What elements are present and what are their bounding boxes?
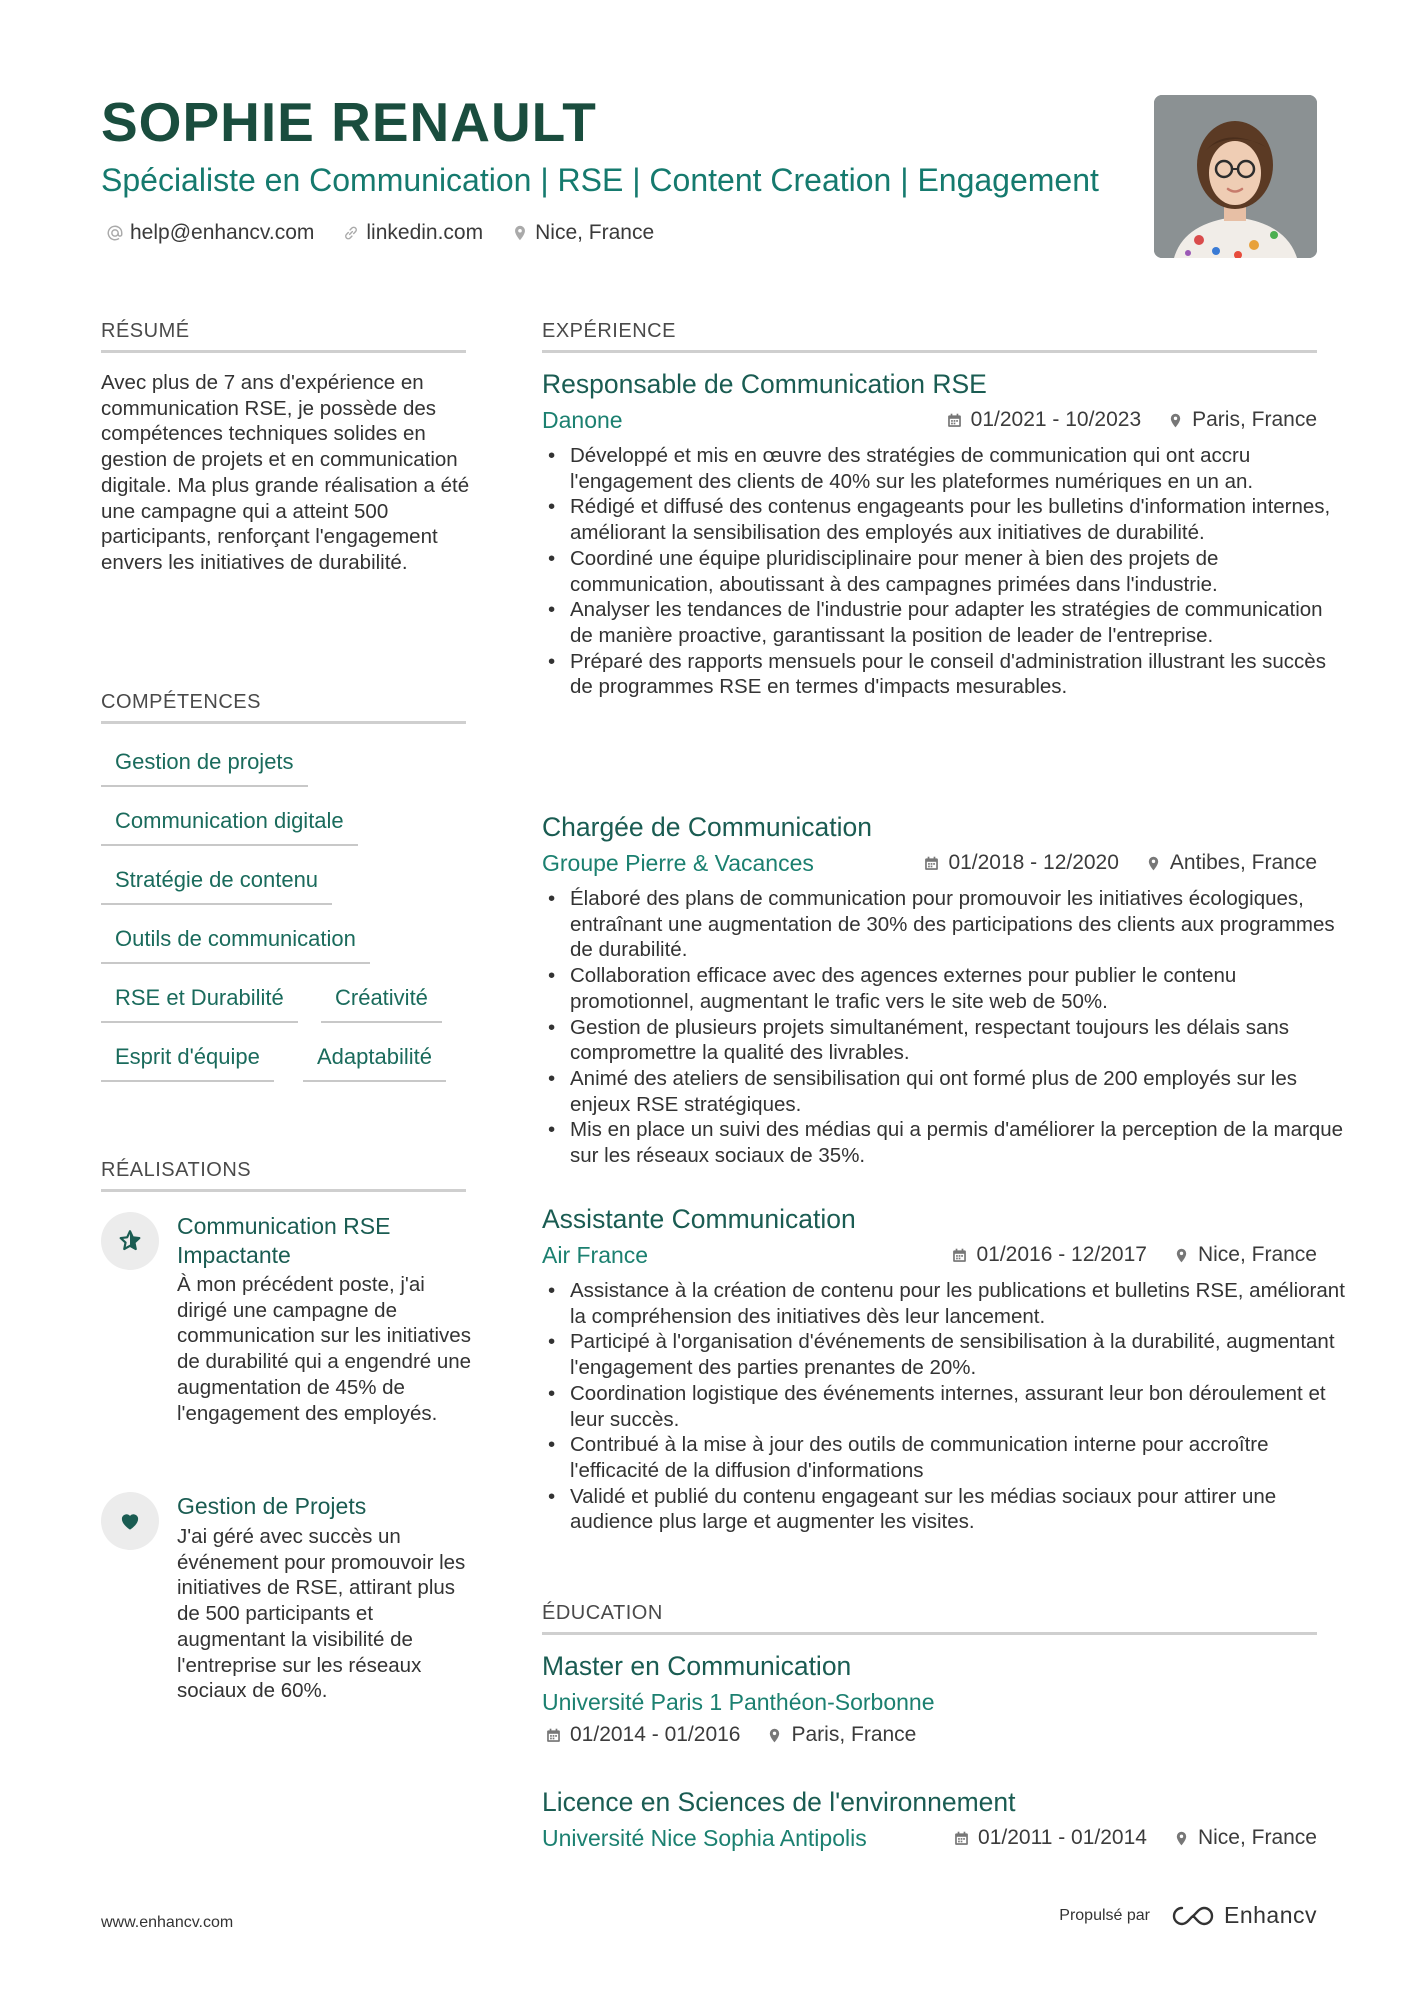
job-location-text: Paris, France [1192, 408, 1317, 431]
school-name: Université Paris 1 Panthéon-Sorbonne [542, 1689, 935, 1715]
degree-title: Master en Communication [542, 1651, 852, 1681]
education-dates-text: 01/2011 - 01/2014 [978, 1826, 1147, 1849]
job-dates-text: 01/2018 - 12/2020 [948, 851, 1119, 874]
achievement-text: J'ai géré avec succès un événement pour promouvoir les initiatives de RSE, attirant plus de 500 participants et augmentant la visibilité de l'entreprise sur les réseaux sociaux de 60%. [177, 1525, 466, 1703]
education-location-text: Paris, France [791, 1723, 917, 1746]
job-dates [923, 848, 1118, 878]
education-meta [545, 1720, 916, 1750]
job-title: Responsable de Communication RSE [542, 369, 987, 399]
job-dates [951, 1240, 1146, 1270]
job-bullet: • Coordiné une équipe pluridisciplinaire pour mener à bien des projets de communication, aboutissant à des campagnes primées dans l'industrie. [570, 546, 1345, 597]
achievement-title: Communication RSE Impactante [177, 1213, 391, 1268]
achievement-icon-circle [101, 1212, 159, 1270]
job-bullet: • Préparé des rapports mensuels pour le conseil d'administration illustrant les succès de programmes RSE en termes d'impacts mesurables. [570, 649, 1345, 700]
skill-tag: Esprit d'équipe [101, 1042, 274, 1082]
job-bullet: • Analyser les tendances de l'industrie pour adapter les stratégies de communication de manière proactive, garantissant la position de leader de l'entreprise. [570, 597, 1345, 648]
location-pin-icon [511, 224, 529, 242]
enhancv-logo-icon [1170, 1904, 1216, 1928]
job-bullet: • Animé des ateliers de sensibilisation qui ont formé plus de 200 employés sur les enjeux RSE stratégiques. [570, 1066, 1345, 1117]
job-bullet: • Collaboration efficace avec des agences externes pour publier le contenu promotionnel, augmentant le trafic vers le site web de 50%. [570, 963, 1345, 1014]
calendar-icon [946, 412, 963, 429]
skill-tag: Communication digitale [101, 806, 358, 846]
link-icon [342, 224, 360, 242]
job-bullet: • Mis en place un suivi des médias qui a permis d'améliorer la perception de la marque sur les réseaux sociaux de 35%. [570, 1117, 1345, 1168]
job-bullets [542, 443, 1345, 700]
job-meta [951, 1240, 1317, 1270]
job-dates [946, 405, 1141, 435]
job-bullet: • Participé à l'organisation d'événements de sensibilisation à la durabilité, augmentant l'engagement des parties prenantes de 20%. [570, 1329, 1345, 1380]
job-dates-text: 01/2021 - 10/2023 [970, 408, 1142, 431]
at-icon [106, 224, 124, 242]
job-dates-text: 01/2016 - 12/2017 [976, 1243, 1147, 1266]
achievement-text: À mon précédent poste, j'ai dirigé une campagne de communication sur les initiatives de durabilité qui a engendré une augmentation de 45% de l'engagement des employés. [177, 1273, 472, 1425]
job-title: Assistante Communication [542, 1204, 856, 1234]
education-location [766, 1720, 916, 1750]
summary-section-title: RÉSUMÉ [101, 318, 466, 353]
skill-tag: RSE et Durabilité [101, 983, 298, 1023]
achievement-title: Gestion de Projets [177, 1493, 367, 1519]
skill-tag: Gestion de projets [101, 747, 308, 787]
company-name: Danone [542, 407, 623, 433]
job-bullet: • Élaboré des plans de communication pour promouvoir les initiatives écologiques, entraînant une augmentation de 30% des participations des clients aux programmes de durabilité. [570, 886, 1345, 963]
linkedin-contact[interactable] [342, 218, 483, 248]
school-name: Université Nice Sophia Antipolis [542, 1825, 867, 1851]
skill-tag: Créativité [321, 983, 442, 1023]
location-pin-icon [1173, 1247, 1190, 1264]
education-location-text: Nice, France [1197, 1826, 1317, 1849]
location-pin-icon [1173, 1830, 1190, 1847]
education-section-title: ÉDUCATION [542, 1600, 1317, 1635]
footer-website[interactable]: www.enhancv.com [101, 1914, 234, 1931]
job-location [1167, 405, 1317, 435]
skill-tag: Outils de communication [101, 924, 370, 964]
calendar-icon [545, 1727, 562, 1744]
job-bullet: • Assistance à la création de contenu pour les publications et bulletins RSE, améliorant la compréhension des initiatives dès leur lancement. [570, 1278, 1345, 1329]
job-bullets [542, 886, 1345, 1169]
job-location-text: Antibes, France [1169, 851, 1317, 874]
contact-bar [106, 218, 654, 248]
headline: Spécialiste en Communication | RSE | Content Creation | Engagement [101, 162, 1099, 198]
job-location-text: Nice, France [1197, 1243, 1317, 1266]
skill-tag: Stratégie de contenu [101, 865, 332, 905]
location-pin-icon [1167, 412, 1184, 429]
education-location [1173, 1823, 1317, 1853]
location-contact [511, 218, 654, 248]
summary-text: Avec plus de 7 ans d'expérience en communication RSE, je possède des compétences techniques solides en gestion de projets et en communication digitale. Ma plus grande réalisation a été une campagne qui a atteint 500 participants, renforçant l'engagement envers les initiatives de durabilité. [101, 371, 470, 574]
candidate-name: SOPHIE RENAULT [101, 91, 597, 153]
star-icon [117, 1228, 143, 1254]
profile-photo [1154, 95, 1317, 258]
job-bullet: • Développé et mis en œuvre des stratégies de communication qui ont accru l'engagement des clients de 40% sur les plateformes numériques en un an. [570, 443, 1345, 494]
calendar-icon [953, 1830, 970, 1847]
experience-section-title: EXPÉRIENCE [542, 318, 1317, 353]
brand-logo[interactable] [1170, 1902, 1317, 1929]
skills-section-title: COMPÉTENCES [101, 689, 466, 724]
company-name: Air France [542, 1242, 649, 1268]
achievements-section-title: RÉALISATIONS [101, 1157, 466, 1192]
job-meta [946, 405, 1317, 435]
job-bullets [542, 1278, 1345, 1535]
job-location [1173, 1240, 1317, 1270]
education-meta [953, 1823, 1317, 1853]
powered-by-label: Propulsé par [1059, 1906, 1150, 1924]
linkedin-text: linkedin.com [366, 221, 484, 244]
job-bullet: • Coordination logistique des événements internes, assurant leur bon déroulement et leur succès. [570, 1381, 1345, 1432]
profile-photo-illustration [1154, 95, 1317, 258]
email-contact[interactable] [106, 218, 314, 248]
job-bullet: • Gestion de plusieurs projets simultanément, respectant toujours les délais sans compromettre la qualité des livrables. [570, 1015, 1345, 1066]
education-dates [545, 1720, 740, 1750]
calendar-icon [923, 855, 940, 872]
job-bullet: • Rédigé et diffusé des contenus engageants pour les bulletins d'information internes, améliorant la sensibilisation des employés aux initiatives de durabilité. [570, 494, 1345, 545]
degree-title: Licence en Sciences de l'environnement [542, 1787, 1016, 1817]
location-pin-icon [766, 1727, 783, 1744]
heart-icon [117, 1508, 143, 1534]
achievement-icon-circle [101, 1492, 159, 1550]
brand-name: Enhancv [1223, 1902, 1317, 1928]
job-title: Chargée de Communication [542, 812, 872, 842]
job-bullet: • Validé et publié du contenu engageant sur les médias sociaux pour attirer une audience plus large et augmenter les visites. [570, 1484, 1345, 1535]
job-location [1145, 848, 1317, 878]
skill-tag: Adaptabilité [303, 1042, 446, 1082]
location-text: Nice, France [535, 221, 655, 244]
education-dates-text: 01/2014 - 01/2016 [570, 1723, 741, 1746]
location-pin-icon [1145, 855, 1162, 872]
job-bullet: • Contribué à la mise à jour des outils de communication interne pour accroître l'efficacité de la diffusion d'informations [570, 1432, 1345, 1483]
company-name: Groupe Pierre & Vacances [542, 850, 814, 876]
job-meta [923, 848, 1317, 878]
email-text: help@enhancv.com [130, 221, 315, 244]
education-dates [953, 1823, 1147, 1853]
footer-branding [1059, 1902, 1317, 1929]
calendar-icon [951, 1247, 968, 1264]
